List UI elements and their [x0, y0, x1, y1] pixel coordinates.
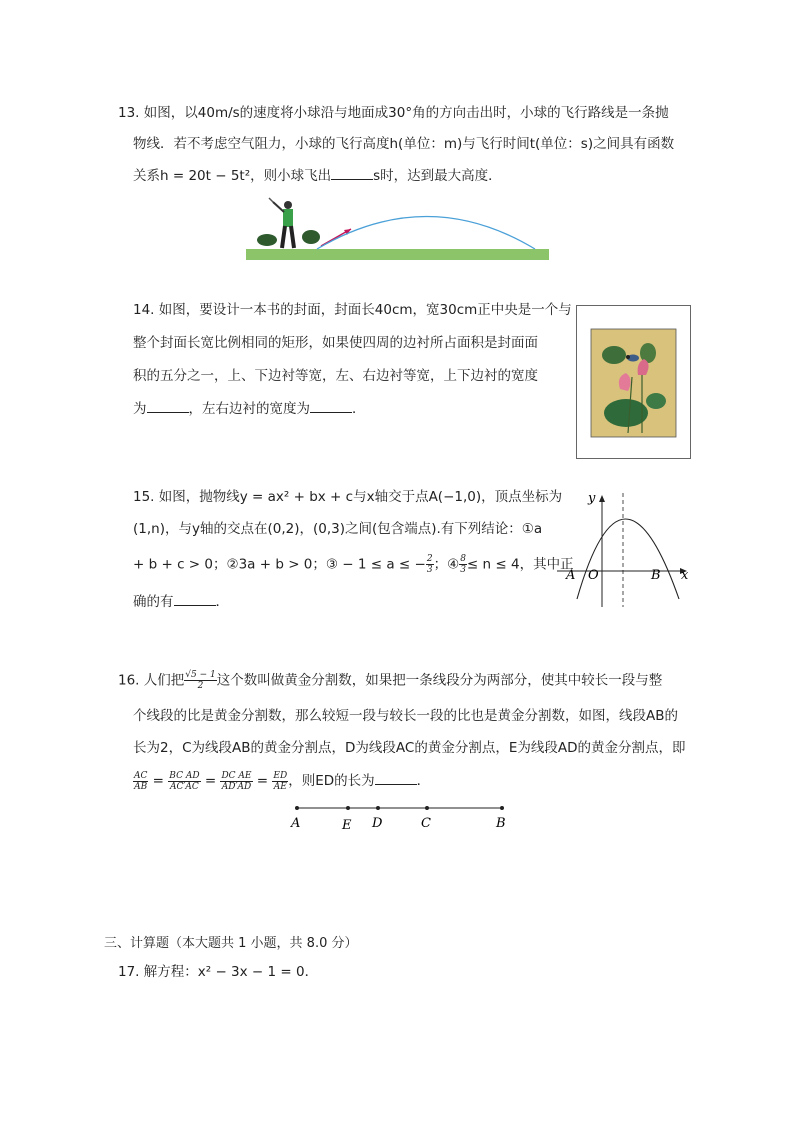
q15-line4-a: 确的有	[133, 594, 174, 610]
q16-line3: 长为2，C为线段AB的黄金分割点，D为线段AC的黄金分割点，E为线段AD的黄金分割点，即	[133, 740, 686, 756]
point-e	[346, 806, 350, 810]
parabola-curve	[577, 519, 679, 599]
point-c	[425, 806, 429, 810]
q15-line4	[133, 591, 229, 612]
q14-line3: 积的五分之一，上、下边衬等宽，左、右边衬等宽，上下边衬的宽度	[133, 368, 538, 384]
book-cover-figure	[576, 305, 691, 459]
label-a: A	[291, 816, 301, 831]
label-c: C	[421, 816, 431, 831]
q15-line1: 15. 如图，抛物线y = ax² + bx + c与x轴交于点A(−1,0)，顶点坐标为	[133, 489, 563, 505]
q14-line4	[133, 398, 366, 419]
q14-line2: 整个封面长宽比例相同的矩形，如果使四周的边衬所占面积是封面面	[133, 335, 538, 351]
q16-line4-c: ．	[416, 773, 431, 789]
golden-ratio-fraction: $\frac{√5 - 1}{2}$	[185, 670, 216, 691]
point-b-label: B	[651, 568, 661, 583]
ground-strip	[246, 249, 549, 260]
q15-answer-blank	[174, 591, 216, 606]
segment-figure	[285, 800, 510, 832]
bush-left	[257, 234, 277, 246]
golf-trajectory-figure	[245, 196, 550, 262]
q13-answer-blank	[331, 165, 373, 180]
ratio-ed-ae: $\frac{ED}{AE}$	[273, 770, 288, 792]
q14-line4-b: ，左右边衬的宽度为	[188, 401, 310, 417]
q13-line1: 13. 如图，以40m/s的速度将小球沿与地面成30°角的方向击出时，小球的飞行路线是一条抛	[118, 105, 669, 121]
point-a	[295, 806, 299, 810]
point-d	[376, 806, 380, 810]
label-b: B	[496, 816, 506, 831]
q16-answer-blank	[375, 770, 417, 785]
y-axis-arrow	[599, 495, 605, 502]
q14-line1: 14. 如图，要设计一本书的封面，封面长40cm，宽30cm正中央是一个与	[133, 302, 572, 318]
q13-line2: 物线．若不考虑空气阻力，小球的飞行高度h(单位：m)与飞行时间t(单位：s)之间具有函数	[133, 136, 675, 152]
q13-line3-text-b: s时，达到最大高度．	[373, 168, 502, 184]
ratio-ac-ab: $\frac{AC}{AB}$	[134, 770, 148, 792]
section-heading: 三、计算题（本大题共 1 小题，共 8.0 分）	[104, 936, 358, 951]
x-axis-label: x	[681, 568, 689, 583]
y-axis-label: y	[588, 491, 596, 506]
point-a-label: A	[566, 568, 576, 583]
q16-line1-a: 16. 人们把	[118, 672, 185, 689]
ratio-bc-ac: $\frac{\text{BC AD}}{AC'AC}$	[169, 770, 200, 792]
fraction-eight-thirds: $\frac{8}{3}$	[460, 554, 466, 575]
bush-right	[302, 230, 320, 244]
q15-line3-a: + b + c > 0；②3a + b > 0；③ − 1 ≤ a ≤ −	[133, 556, 426, 573]
q15-line2: (1,n)，与y轴的交点在(0,2)，(0,3)之间(包含端点).有下列结论：①a	[133, 521, 543, 537]
q17-line: 17. 解方程：x² − 3x − 1 = 0．	[118, 964, 319, 980]
q14-line4-a: 为	[133, 401, 147, 417]
q14-answer-blank-1	[147, 398, 189, 413]
parabola-graph	[557, 487, 694, 609]
q14-answer-blank-2	[310, 398, 352, 413]
q15-line3-c: ≤ n ≤ 4，其中正	[466, 556, 574, 573]
q15-line3	[133, 554, 574, 575]
q14-line4-c: ．	[352, 401, 366, 417]
q13-line3	[133, 165, 502, 186]
label-d: D	[372, 816, 383, 831]
q16-line1	[118, 670, 662, 691]
q16-line1-b: 这个数叫做黄金分割数，如果把一条线段分为两部分，使其中较长一段与整	[216, 672, 663, 689]
q16-line4: $\frac{AC}{AB}$ = $\frac{\text{BC AD}}{AC'AC}$ = $\frac{\text{DC AE}}{AD'AD}$ = $\frac{ED}{AE}$ ，则ED的长为 ．	[134, 770, 431, 792]
label-e: E	[342, 818, 352, 832]
origin-label: O	[588, 568, 599, 583]
q15-line4-b: ．	[215, 594, 229, 610]
point-b	[500, 806, 504, 810]
ratio-dc-ad: $\frac{\text{DC AE}}{AD'AD}$	[221, 770, 252, 792]
q16-line2: 个线段的比是黄金分割数，那么较短一段与较长一段的比也是黄金分割数，如图，线段AB的	[133, 708, 678, 724]
fraction-two-thirds: $\frac{2}{3}$	[426, 554, 433, 575]
ball-trajectory	[317, 217, 535, 250]
q13-line3-text-a: 关系h = 20t − 5t²，则小球飞出	[133, 168, 332, 184]
q16-line4-b: ，则ED的长为	[288, 773, 375, 789]
q15-line3-b: ；④	[433, 556, 460, 573]
